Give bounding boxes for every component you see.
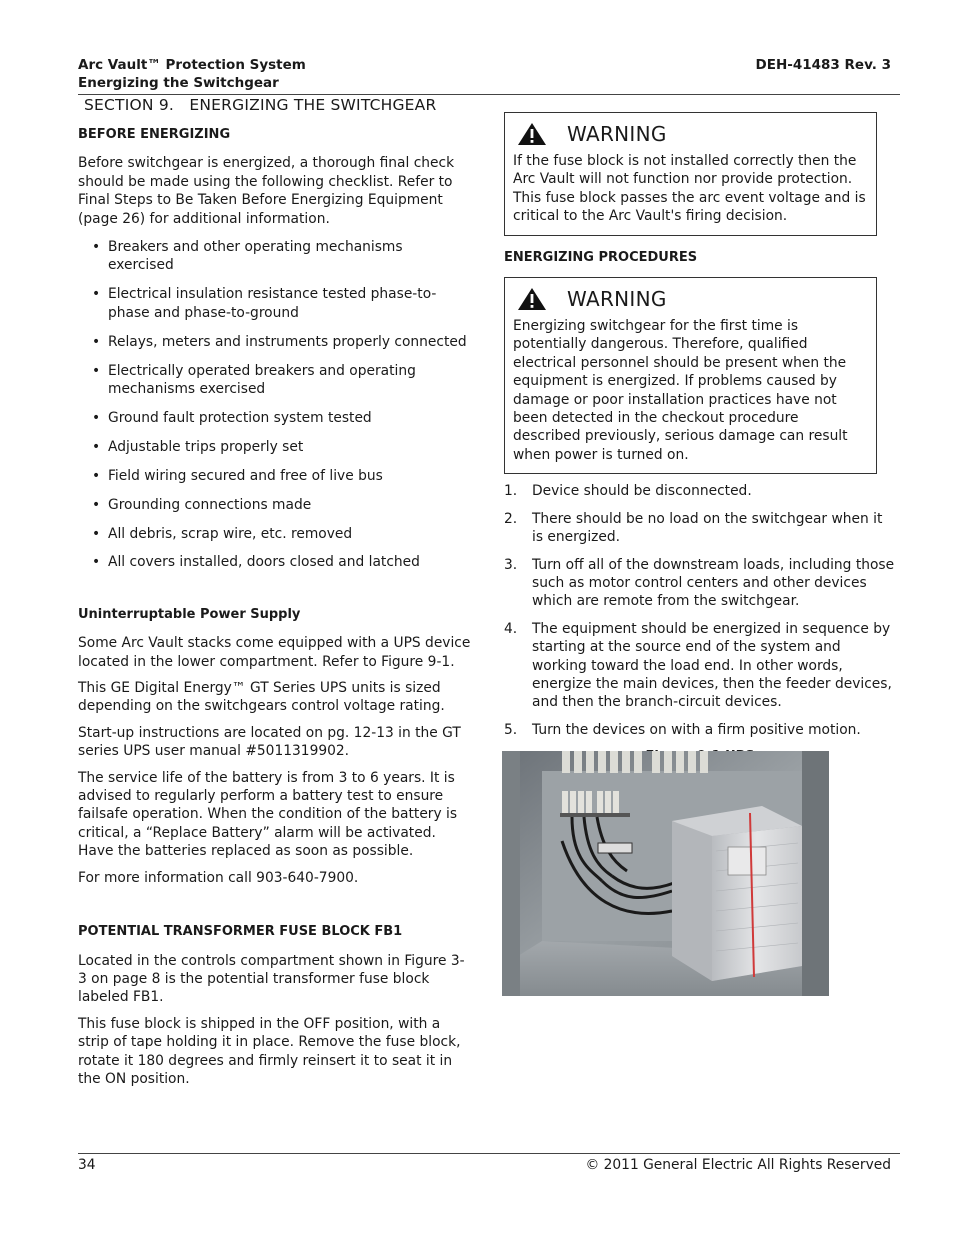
left-column xyxy=(78,126,472,1088)
warning-text: If the fuse block is not installed correctly then the Arc Vault will not function nor provide protection. This fuse block passes the arc event voltage and is critical to the Arc Vault's firing decision. xyxy=(513,153,866,225)
step-item: 2. There should be no load on the switchgear when it is energized. xyxy=(504,510,883,546)
ups-paragraph: The service life of the battery is from 3 to 6 years. It is advised to regularly perform a battery test to ensure failsafe operation. When the condition of the battery is critical, a “Replace Battery” alarm will be activated. Have the batteries replaced as soon as possible. xyxy=(78,769,458,860)
ups-photo-illustration xyxy=(502,751,829,996)
checklist-item: • Breakers and other operating mechanisms exercised xyxy=(108,238,472,275)
warning-triangle-icon xyxy=(517,287,547,311)
step-item: 4. The equipment should be energized in sequence by starting at the source end of the system and working toward the load end. In other words, energize the main devices, then the feeder devices, and then the branch-circuit devices. xyxy=(504,620,892,711)
warning-box-fuse-block xyxy=(504,112,877,236)
warning-text: Energizing switchgear for the first time is potentially dangerous. Therefore, qualified electrical personnel should be present when the equipment is energized. If problems caused by damage or poor installation practices have not been detected in the checkout procedure described previously, serious damage can result when power is turned on. xyxy=(513,318,848,463)
header-doc-number: DEH-41483 Rev. 3 xyxy=(755,57,891,73)
warning-triangle-icon xyxy=(517,122,547,146)
ups-photo xyxy=(502,751,829,996)
page-footer xyxy=(78,1157,891,1173)
header-subtitle: Energizing the Switchgear xyxy=(78,75,279,91)
page-header xyxy=(78,56,891,92)
fuse-block-heading: POTENTIAL TRANSFORMER FUSE BLOCK FB1 xyxy=(78,924,403,940)
page-number: 34 xyxy=(78,1157,96,1173)
checklist-item: • Adjustable trips properly set xyxy=(108,438,472,456)
before-energizing-heading: BEFORE ENERGIZING xyxy=(78,127,231,142)
warning-header xyxy=(513,119,866,149)
right-column xyxy=(504,112,896,767)
checklist-item: • Ground fault protection system tested xyxy=(108,409,472,427)
warning-title: WARNING xyxy=(567,121,667,146)
fuse-block-paragraph: This fuse block is shipped in the OFF position, with a strip of tape holding it in place. Remove the fuse block, rotate it 180 degrees and firmly reinsert it to seat it in the ON position. xyxy=(78,1015,461,1087)
checklist-item: • Grounding connections made xyxy=(108,496,472,514)
header-rule xyxy=(78,94,900,95)
checklist-item: • All covers installed, doors closed and latched xyxy=(108,553,472,571)
ups-paragraph: Some Arc Vault stacks come equipped with a UPS device located in the lower compartment. Refer to Figure 9-1. xyxy=(78,635,471,670)
fuse-block-paragraph: Located in the controls compartment shown in Figure 3-3 on page 8 is the potential transformer fuse block labeled FB1. xyxy=(78,952,465,1006)
checklist-item: • Electrical insulation resistance tested phase-to- phase and phase-to-ground xyxy=(108,285,472,322)
energizing-procedures-heading: ENERGIZING PROCEDURES xyxy=(504,249,698,265)
warning-box-energizing xyxy=(504,277,877,474)
checklist-item: • Field wiring secured and free of live bus xyxy=(108,467,472,485)
step-item: 1. Device should be disconnected. xyxy=(504,483,752,500)
copyright: © 2011 General Electric All Rights Reserved xyxy=(585,1157,891,1173)
ups-paragraph: Start-up instructions are located on pg. 12-13 in the GT series UPS user manual #5011319902. xyxy=(78,724,461,760)
step-item: 5. Turn the devices on with a firm positive motion. xyxy=(504,721,861,738)
ups-paragraph: For more information call 903-640-7900. xyxy=(78,869,359,886)
ups-heading: Uninterruptable Power Supply xyxy=(78,606,301,622)
step-item: 3. Turn off all of the downstream loads, including those such as motor control centers and other devices which are remote from the switchgear. xyxy=(504,556,895,610)
ups-paragraph: This GE Digital Energy™ GT Series UPS units is sized depending on the switchgears control voltage rating. xyxy=(78,680,445,715)
checklist xyxy=(108,238,472,572)
section-title: SECTION 9. ENERGIZING THE SWITCHGEAR xyxy=(84,96,437,114)
before-energizing-intro: Before switchgear is energized, a thorough final check should be made using the following checklist. Refer to Final Steps to Be Taken Before Energizing Equipment (page 26) for additional information. xyxy=(78,155,455,227)
header-title: Arc Vault™ Protection System xyxy=(78,57,306,73)
warning-title: WARNING xyxy=(567,286,667,311)
checklist-item: • Electrically operated breakers and operating mechanisms exercised xyxy=(108,362,472,399)
footer-rule xyxy=(78,1153,900,1154)
checklist-item: • All debris, scrap wire, etc. removed xyxy=(108,525,472,543)
energizing-steps xyxy=(504,482,896,739)
checklist-item: • Relays, meters and instruments properly connected xyxy=(108,333,472,351)
warning-header xyxy=(513,284,866,314)
